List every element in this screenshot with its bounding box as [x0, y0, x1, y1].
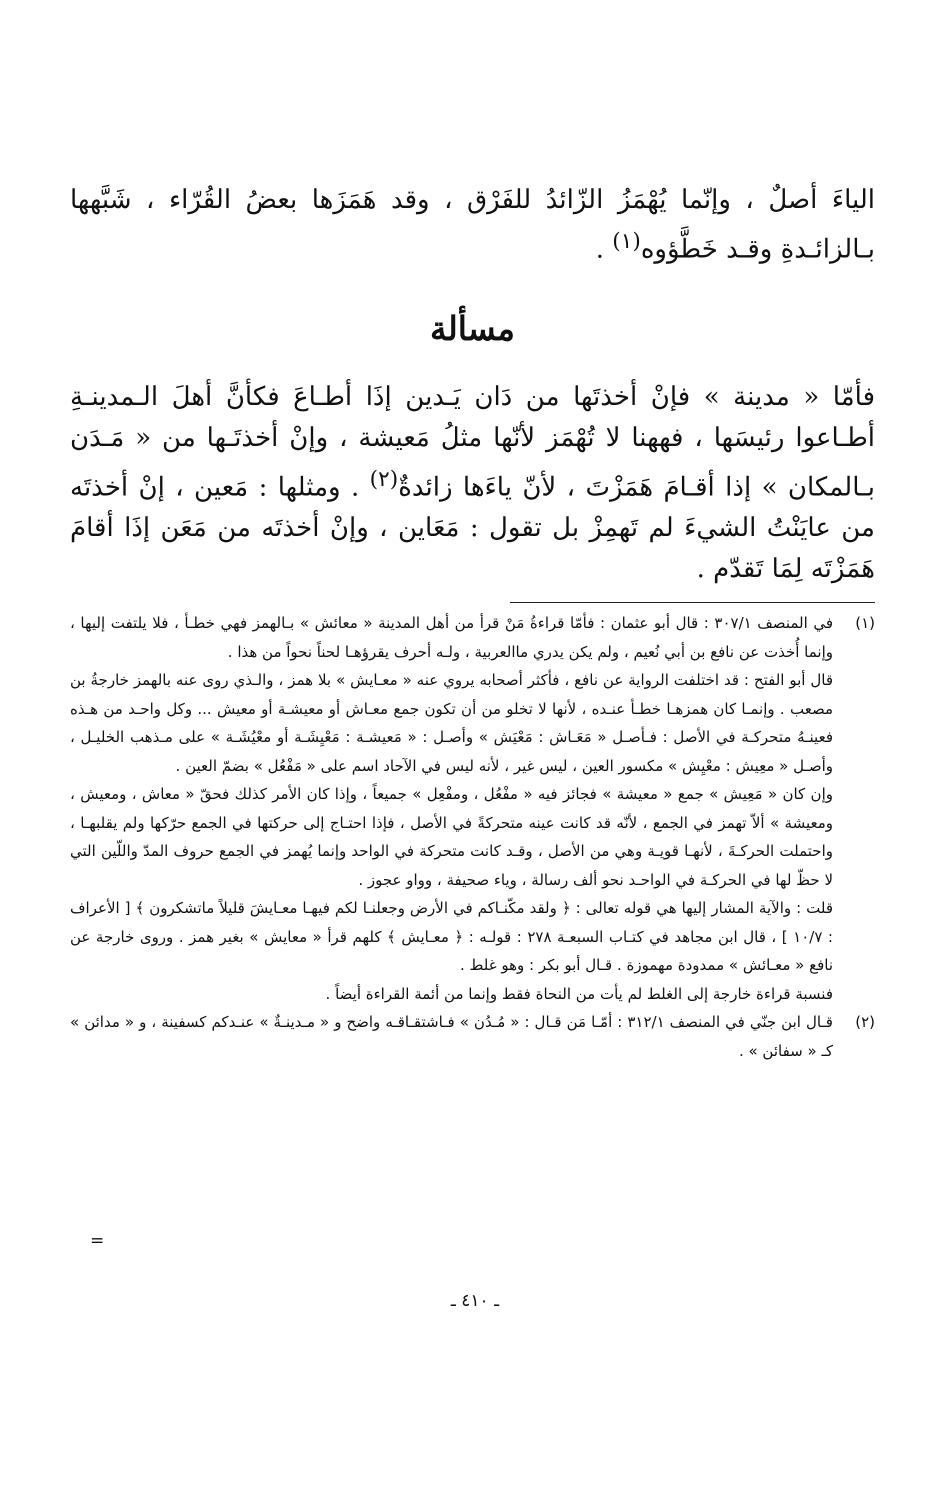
footnote-paragraph: قـال ابن جنّي في المنصف ٣١٢/١ : أمّـا مَن قـال : « مُـدُن » فـاشتقـاقـه واضح و « مـدينـةٌ » عنـدكم كسفينة ، و « مدائن » كـ « سفائن » .: [70, 1013, 833, 1060]
footnote-divider: [510, 602, 875, 603]
footnote-ref-1: (١): [612, 229, 641, 254]
intro-paragraph: [70, 180, 875, 271]
footnote-number: (١): [855, 614, 875, 633]
footnote-1: [70, 609, 875, 1008]
main-paragraph: [70, 377, 875, 591]
continuation-mark: =: [90, 1231, 105, 1251]
paragraph-text-a: فأمّا « مدينة » فإنْ أخذتَها من دَان يَـدين إذَا أطـاعَ فكأنَّ أهلَ الـمدينـةِ أطـاعوا رئيسَها ، فههنا لا تُهْمَز لأنّها مثلُ مَعيشة ، وإنْ أخذتَـها من « مَـدَن بـالمكان » إذا أقـامَ هَمَزْتَ ، لأنّ ياءَها زائدةٌ: [70, 381, 875, 503]
footnote-body: [70, 1008, 833, 1065]
section-title: مسألة: [430, 308, 515, 348]
paragraph-text-b: . ومثلها : مَعين ، إنْ أخذتَه من عايَنْتُ الشيءَ لم تَهمِزْ بل تقول : مَعَاين ، وإنْ أخذتَه من مَعَن إذَا أقامَ هَمَزْتَه لِمَا تَقدّم .: [70, 472, 875, 585]
footnote-paragraph: في المنصف ٣٠٧/١ : قال أبو عثمان : فأمّا قراءةُ مَنْ قرأ من أهل المدينة « معائش » بـالهمز فهي خطـأ ، فلا يلتفت إليها ، وإنما أُخذت عن نافع بن أبي نُعيم ، ولم يكن يدري ماالعربية ، ولـه أحرف يقرؤهـا لحناً نحواً من هذا .: [70, 614, 833, 661]
footnote-2: [70, 1008, 875, 1065]
intro-text: الياءَ أصلٌ ، وإنّما يُهْمَزُ الزّائدُ للفَرْق ، وقد هَمَزَها بعضُ القُرّاء ، شَبَّهها بـالزائـدةِ وقـد خَطَّؤوه: [70, 185, 875, 265]
footnote-number: (٢): [855, 1013, 875, 1032]
footnote-paragraph: قال أبو الفتح : قد اختلفت الرواية عن نافع ، فأكثر أصحابه يروي عنه « معـايش » بلا همز ، والـذي روى عنه بالهمز خارجةُ بن مصعب . وإنمـا كان همزهـا خطـأ عنـده ، لأنها لا تخلو من أن تكون جمع معـاش أو معيشـة أو معيش ... وكل واحـد من هـذه فعينـهُ متحركـة في الأصل : فـأصـل « مَعَـاش : مَعْيَش » وأصـل : « مَعيشـة : مَعْيِشَـة أو معْيُشَـة » على مـذهب الخليـل ، وأصـل « معِيش : معْيِش » مكسور العين ، ليس غير ، لأنه ليس في الآحاد اسم على « مَفْعُل » بضمّ العين .: [70, 671, 833, 775]
footnote-paragraph: قلت : والآية المشار إليها هي قوله تعالى : ﴿ ولقد مكّنـاكم في الأرض وجعلنـا لكم فيهـا معـايشَ قليلاً ماتشكرون ﴾ [ الأعراف : ١٠/٧ ] ، قال ابن مجاهد في كتـاب السبعـة ٢٧٨ : قولـه : ﴿ معـايش ﴾ كلهم قرأ « معايش » بغير همز . وروى خارجة عن نافع « معـائش » ممدودة مهموزة . قـال أبو بكر : وهو غلط .: [70, 899, 833, 975]
intro-end: .: [595, 234, 613, 265]
footnote-paragraph: فنسبة قراءة خارجة إلى الغلط لم يأت من النحاة فقط وإنما من أئمة القراءة أيضاً .: [325, 984, 833, 1003]
footnote-paragraph: وإن كان « مَعِيش » جمع « معيشة » فجائز فيه « مفْعُل ، ومفْعِل » جميعاً ، وإذا كان الأمر كذلك فحقّ « معاش ، ومعيش ، ومعيشة » ألاّ تهمز في الجمع ، لأنّه قد كانت عينه متحركةً في الأصل ، فإذا احتـاج إلى حركتها في الجمع حرّكها ولم يقلبهـا ، واحتملت الحركـةَ ، لأنهـا قويـة وهي من الأصل ، وقـد كانت متحركة في الواحد وإنما يُهمز في الجمع حروف المدّ واللّين التي لا حظّ لها في الحركـة في الواحـد نحو ألف رسالة ، وياء صحيفة ، وواو عجوز .: [70, 785, 833, 889]
footnote-ref-2: (٢): [369, 466, 399, 492]
footnotes: [70, 609, 875, 1065]
page-content: [70, 180, 875, 1430]
page-number: ـ ٤١٠ ـ: [450, 1291, 500, 1311]
footnote-body: [70, 609, 833, 1008]
main-text: [70, 180, 875, 271]
